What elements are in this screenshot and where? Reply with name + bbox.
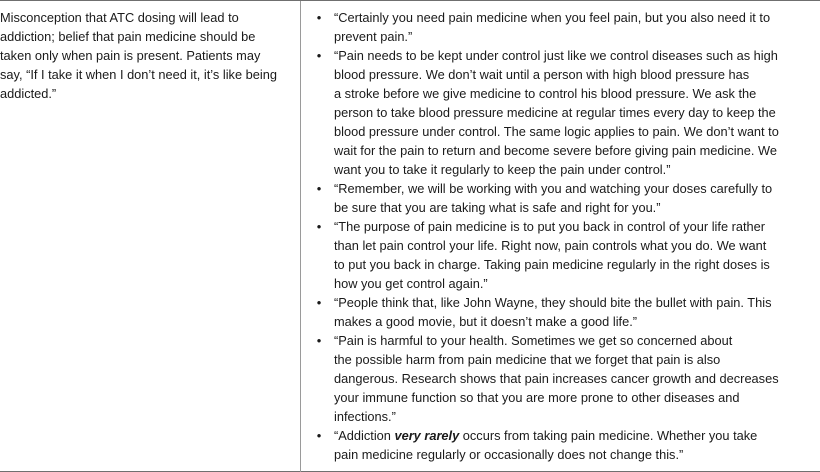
bullet-item: [316, 293, 814, 331]
text-line: a stroke before we give medicine to control his blood pressure. We ask the: [334, 86, 757, 101]
text-line: blood pressure under control. The same logic applies to pain. We don’t want to: [334, 124, 779, 139]
misconception-cell: [0, 8, 296, 103]
bullet-item: [316, 331, 814, 426]
column-divider: [300, 1, 301, 472]
text-line: person to take blood pressure medicine at regular times every day to keep the: [334, 105, 776, 120]
bullet-item: [316, 46, 814, 179]
text-line: “Pain needs to be kept under control just like we control diseases such as high: [334, 48, 778, 63]
bullet-icon: •: [316, 181, 322, 196]
text-line: infections.”: [334, 409, 396, 424]
text-line: the possible harm from pain medicine that we forget that pain is also: [334, 352, 721, 367]
text-line: say, “If I take it when I don’t need it, it’s like being: [0, 67, 277, 82]
response-cell: [316, 8, 814, 464]
emphasis-text: very rarely: [394, 428, 460, 443]
text-line: “The purpose of pain medicine is to put you back in control of your life rather: [334, 219, 766, 234]
text-line: “Remember, we will be working with you and watching your doses carefully to: [334, 181, 773, 196]
text-line: pain medicine regularly or occasionally does not change this.”: [334, 447, 684, 462]
bullet-item: [316, 8, 814, 46]
text-line: than let pain control your life. Right now, pain controls what you do. We want: [334, 238, 767, 253]
text-line: your immune function so that you are more prone to other diseases and: [334, 390, 740, 405]
text-line: [334, 426, 814, 445]
text-run: “Addiction: [334, 428, 395, 443]
text-line: Misconception that ATC dosing will lead to: [0, 10, 239, 25]
bullet-icon: •: [316, 219, 322, 234]
text-line: to put you back in charge. Taking pain medicine regularly in the right doses is: [334, 257, 770, 272]
text-line: how you get control again.”: [334, 276, 488, 291]
bullet-item: [316, 426, 814, 464]
bullet-item: [316, 217, 814, 293]
text-line: wait for the pain to return and become severe before giving pain medicine. We: [334, 143, 777, 158]
bullet-icon: •: [316, 10, 322, 25]
text-run: occurs from taking pain medicine. Whether you take: [459, 428, 758, 443]
bullet-icon: •: [316, 295, 322, 310]
text-line: “Certainly you need pain medicine when you feel pain, but you also need it to: [334, 10, 771, 25]
text-line: makes a good movie, but it doesn’t make a good life.”: [334, 314, 638, 329]
text-line: blood pressure. We don’t wait until a person with high blood pressure has: [334, 67, 750, 82]
text-line: dangerous. Research shows that pain increases cancer growth and decreases: [334, 371, 779, 386]
text-line: addiction; belief that pain medicine should be: [0, 29, 256, 44]
text-line: taken only when pain is present. Patients may: [0, 48, 261, 63]
text-line: prevent pain.”: [334, 29, 413, 44]
bullet-icon: •: [316, 333, 322, 348]
text-line: be sure that you are taking what is safe and right for you.”: [334, 200, 661, 215]
text-line: “People think that, like John Wayne, they should bite the bullet with pain. This: [334, 295, 772, 310]
bullet-icon: •: [316, 48, 322, 63]
bullet-icon: •: [316, 428, 322, 443]
text-line: want you to take it regularly to keep the pain under control.”: [334, 162, 671, 177]
text-line: “Pain is harmful to your health. Sometimes we get so concerned about: [334, 333, 733, 348]
bullet-item: [316, 179, 814, 217]
text-line: addicted.”: [0, 86, 57, 101]
